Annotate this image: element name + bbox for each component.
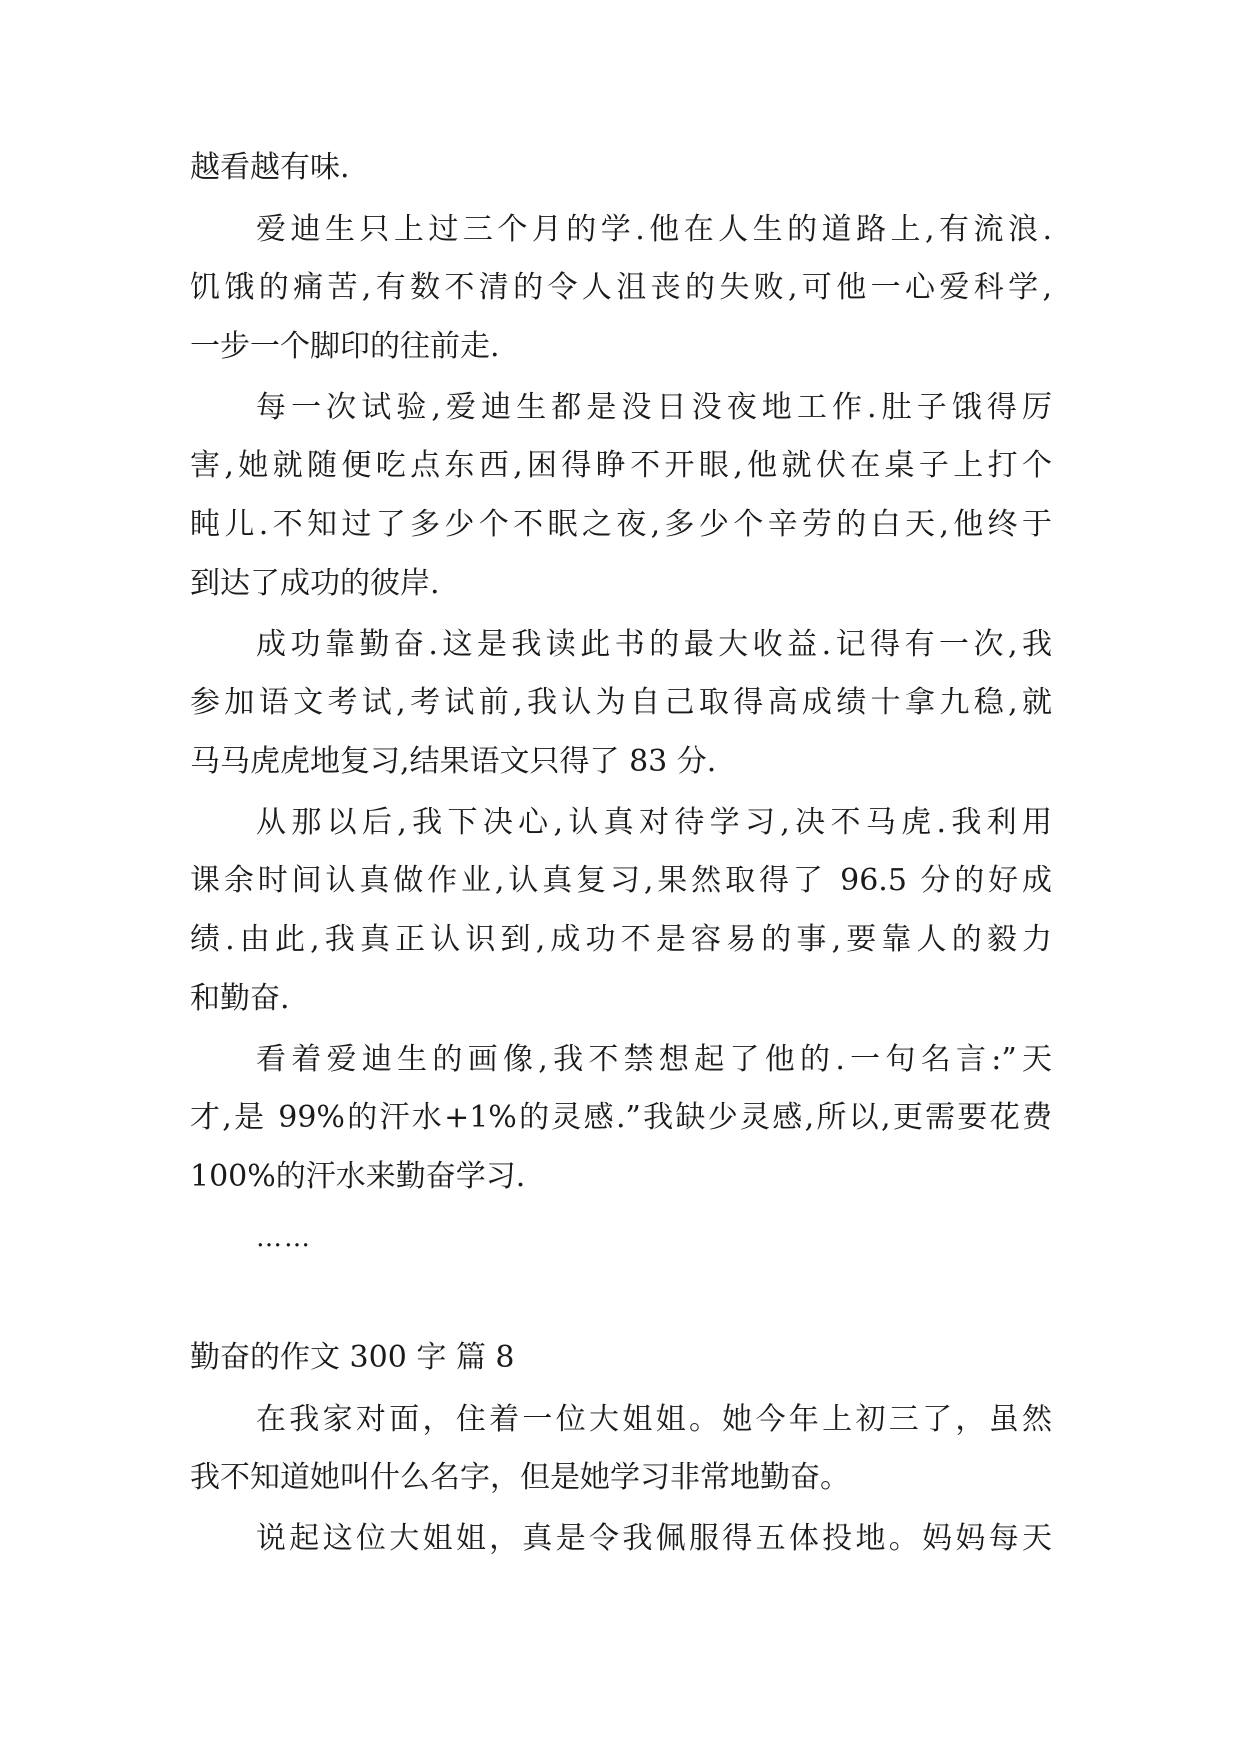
ellipsis: …… <box>256 1223 312 1253</box>
section-heading: 勤奋的作文 300 字 篇 8 <box>190 1340 515 1375</box>
paragraph-first-line: 每一次试验,爱迪生都是没日没夜地工作.肚子饿得厉 <box>256 390 1052 425</box>
paragraph-first-line: 从那以后,我下决心,认真对待学习,决不马虎.我利用 <box>256 805 1052 840</box>
text-line: 课余时间认真做作业,认真复习,果然取得了 96.5 分的好成 <box>190 863 1052 898</box>
text-line: 100%的汗水来勤奋学习. <box>190 1159 526 1194</box>
text-line: 一步一个脚印的往前走. <box>190 329 500 364</box>
paragraph-first-line: 爱迪生只上过三个月的学.他在人生的道路上,有流浪. <box>256 212 1052 247</box>
text-line: 到达了成功的彼岸. <box>190 566 440 601</box>
text-line: 害,她就随便吃点东西,困得睁不开眼,他就伏在桌子上打个 <box>190 448 1052 483</box>
paragraph-first-line: 在我家对面，住着一位大姐姐。她今年上初三了，虽然 <box>256 1402 1052 1437</box>
paragraph-first-line: 说起这位大姐姐，真是令我佩服得五体投地。妈妈每天 <box>256 1521 1052 1556</box>
text-line: 和勤奋. <box>190 981 290 1016</box>
text-line: 马马虎虎地复习,结果语文只得了 83 分. <box>190 744 717 779</box>
paragraph-first-line: 成功靠勤奋.这是我读此书的最大收益.记得有一次,我 <box>256 627 1052 662</box>
text-line: 越看越有味. <box>190 150 350 185</box>
text-line: 绩.由此,我真正认识到,成功不是容易的事,要靠人的毅力 <box>190 922 1052 957</box>
paragraph-first-line: 看着爱迪生的画像,我不禁想起了他的.一句名言:”天 <box>256 1042 1052 1077</box>
text-line: 饥饿的痛苦,有数不清的令人沮丧的失败,可他一心爱科学, <box>190 270 1052 305</box>
text-line: 盹儿.不知过了多少个不眠之夜,多少个辛劳的白天,他终于 <box>190 507 1052 542</box>
text-line: 我不知道她叫什么名字，但是她学习非常地勤奋。 <box>190 1460 850 1495</box>
text-line: 才,是 99%的汗水+1%的灵感.”我缺少灵感,所以,更需要花费 <box>190 1100 1052 1135</box>
text-line: 参加语文考试,考试前,我认为自己取得高成绩十拿九稳,就 <box>190 685 1052 720</box>
